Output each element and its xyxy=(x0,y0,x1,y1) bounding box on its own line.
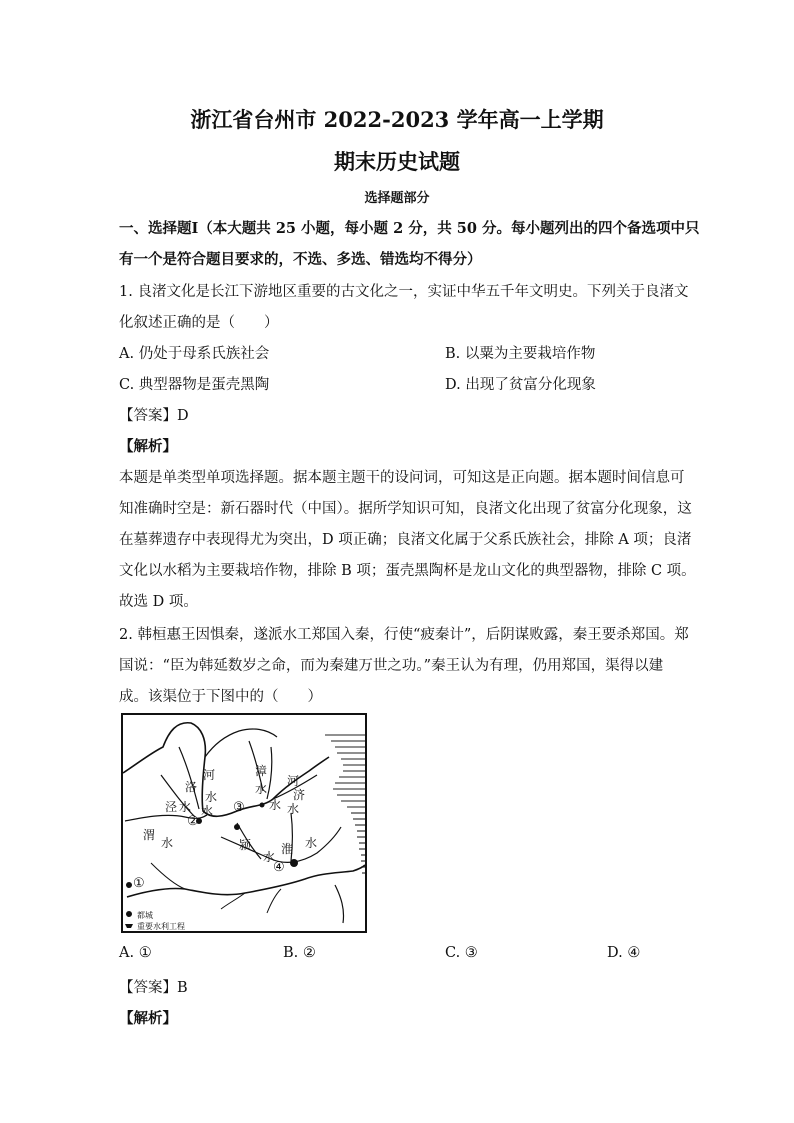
q1-answer: 【答案】D xyxy=(119,408,189,424)
q1-analysis-line-4: 文化以水稻为主要栽培作物，排除 B 项；蛋壳黑陶杯是龙山文化的典型器物，排除 C 项。 xyxy=(119,563,696,579)
legend-project-label: 重要水利工程 xyxy=(137,922,185,931)
label-jing: 泾 xyxy=(165,800,178,814)
q2-analysis-label: 【解析】 xyxy=(119,1010,177,1027)
label-he-2: 河 xyxy=(287,774,300,788)
q2-option-b: B. ② xyxy=(283,945,316,961)
label-wei: 渭 xyxy=(143,828,156,842)
label-shui-h: 水 xyxy=(269,798,282,812)
q2-stem-line-1: 2. 韩桓惠王因惧秦，遂派水工郑国入秦，行使“疲秦计”，后阴谋败露，秦王要杀郑国。郑 xyxy=(119,627,689,643)
q1-analysis-line-2: 知准确时空是：新石器时代（中国）。据所学知识可知，良渚文化出现了贫富分化现象，这 xyxy=(119,501,692,517)
label-luo: 洛 xyxy=(185,780,198,794)
q1-option-b: B. 以粟为主要栽培作物 xyxy=(445,346,596,362)
title-line-2: 期末历史试题 xyxy=(334,149,460,174)
q1-analysis-label: 【解析】 xyxy=(119,438,177,455)
q2-option-a: A. ① xyxy=(119,945,152,961)
label-shui-luo: 水 xyxy=(205,790,218,804)
label-ji: 济 xyxy=(293,788,306,802)
label-shui-ji: 水 xyxy=(287,802,300,816)
capital-legend-icon xyxy=(126,911,132,917)
label-shui-hu: 水 xyxy=(305,836,318,850)
label-shui-w: 水 xyxy=(161,836,174,850)
label-circle-1: ① xyxy=(133,876,145,891)
q2-option-d: D. ④ xyxy=(607,945,641,961)
label-shui-jing: 水 xyxy=(179,800,192,814)
title-line-1: 浙江省台州市 2022-2023 学年高一上学期 xyxy=(190,107,604,132)
q1-option-c: C. 典型器物是蛋壳黑陶 xyxy=(119,377,270,393)
q2-stem-line-2: 国说：“臣为韩延数岁之命，而为秦建万世之功。”秦王认为有理，仍用郑国，渠得以建 xyxy=(119,658,664,674)
label-shui-z: 水 xyxy=(255,782,268,796)
q1-option-d: D. 出现了贫富分化现象 xyxy=(445,377,596,393)
q2-option-c: C. ③ xyxy=(445,945,478,961)
q1-analysis-line-3: 在墓葬遗存中表现得尤为突出，D 项正确；良渚文化属于父系氏族社会，排除 A 项；良渚 xyxy=(119,532,692,548)
q1-analysis-line-1: 本题是单类型单项选择题。据本题主题干的设问词，可知这是正向题。据本题时间信息可 xyxy=(119,470,685,486)
label-zhang: 漳 xyxy=(255,764,268,778)
label-shui-y: 水 xyxy=(263,850,276,864)
q1-analysis-line-5: 故选 D 项。 xyxy=(119,594,198,610)
label-circle-3: ③ xyxy=(233,800,245,815)
instruction-line-2: 有一个是符合题目要求的，不选、多选、错选均不得分） xyxy=(119,251,482,268)
label-huai: 淮 xyxy=(281,842,294,856)
section-heading: 选择题部分 xyxy=(364,191,430,206)
label-circle-4: ④ xyxy=(273,860,285,875)
q1-stem-line-2: 化叙述正确的是（ ） xyxy=(119,315,279,331)
ancient-waterworks-map xyxy=(121,713,367,933)
capital-dot xyxy=(260,803,265,808)
instruction-line-1: 一、选择题Ⅰ（本大题共 25 小题，每小题 2 分，共 50 分。每小题列出的四个备选项中只 xyxy=(119,220,700,237)
capital-dot xyxy=(126,882,132,888)
label-shui-b: 水 xyxy=(201,804,214,818)
capital-dot xyxy=(234,824,240,830)
capital-dot xyxy=(290,859,298,867)
label-ying: 颍 xyxy=(239,838,252,852)
q1-option-a: A. 仍处于母系氏族社会 xyxy=(119,346,270,362)
label-he-1: 河 xyxy=(203,768,216,782)
q1-stem-line-1: 1. 良渚文化是长江下游地区重要的古文化之一，实证中华五千年文明史。下列关于良渚文 xyxy=(119,284,689,300)
q2-answer: 【答案】B xyxy=(119,980,188,996)
label-circle-2: ② xyxy=(187,814,199,829)
q2-stem-line-3: 成。该渠位于下图中的（ ） xyxy=(119,689,322,705)
legend-capital-label: 都城 xyxy=(137,911,153,920)
